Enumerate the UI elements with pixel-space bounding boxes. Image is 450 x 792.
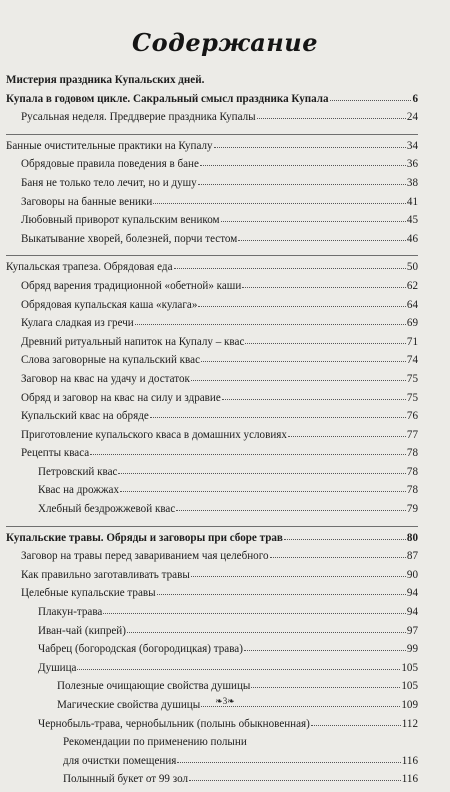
toc-entry-title: Обряд и заговор на квас на силу и здравие <box>21 391 221 404</box>
toc-entry[interactable] <box>6 111 418 130</box>
dot-leader <box>214 146 406 148</box>
toc-entry-title: Русальная неделя. Преддверие праздника Купалы <box>21 111 256 124</box>
toc-entry-title: Чернобыль-трава, чернобыльник (полынь обыкновенная) <box>38 717 310 730</box>
toc-entry-title: Заговор на травы перед завариванием чая целебного <box>21 550 269 563</box>
toc-page-number: 69 <box>406 317 418 330</box>
toc-entry-title: Плакун-трава <box>38 606 103 619</box>
toc-entry[interactable] <box>6 429 418 448</box>
toc-entry[interactable] <box>6 503 418 522</box>
toc-entry[interactable] <box>6 177 418 196</box>
toc-page-number: 75 <box>406 372 418 385</box>
toc-entry-title: Любовный приворот купальским веником <box>21 214 220 227</box>
dot-leader <box>221 220 406 222</box>
toc-entry[interactable] <box>6 336 418 355</box>
dot-leader <box>251 686 400 688</box>
toc-page-number: 45 <box>406 214 418 227</box>
toc-page-number: 34 <box>406 139 418 152</box>
dot-leader <box>176 509 406 511</box>
dot-leader <box>174 267 406 269</box>
toc-page-number: 71 <box>406 335 418 348</box>
toc-entry[interactable] <box>6 643 418 662</box>
toc-entry-title: Древний ритуальный напиток на Купалу – квас <box>21 335 245 348</box>
dot-leader <box>135 323 406 325</box>
dot-leader <box>118 472 405 474</box>
toc-page-number: 116 <box>401 754 418 767</box>
toc-page-number: 6 <box>412 92 418 105</box>
dot-leader <box>177 761 400 763</box>
dot-leader <box>198 305 406 307</box>
dot-leader <box>288 435 406 437</box>
toc-entry-title: Магические свойства душицы <box>57 699 201 711</box>
table-of-contents <box>6 74 418 792</box>
toc-page-number: 75 <box>406 391 418 404</box>
toc-page-number: 116 <box>401 773 418 786</box>
toc-entry-title: Купала в годовом цикле. Сакральный смысл праздника Купала <box>6 92 329 105</box>
toc-entry[interactable] <box>6 587 418 606</box>
dot-leader <box>77 668 400 670</box>
toc-entry[interactable] <box>6 550 418 569</box>
toc-entry-title: Кулага сладкая из гречи <box>21 317 134 330</box>
toc-page-number: 74 <box>406 354 418 367</box>
toc-entry[interactable] <box>6 447 418 466</box>
dot-leader <box>198 183 406 185</box>
dot-leader <box>244 649 406 651</box>
toc-page-number: 36 <box>406 158 418 171</box>
dot-leader <box>245 342 406 344</box>
dot-leader <box>150 416 406 418</box>
dot-leader <box>270 556 406 558</box>
toc-page-number: 112 <box>401 717 418 730</box>
toc-page-number: 38 <box>406 176 418 189</box>
toc-entry-title: Заговоры на банные веники <box>21 195 153 208</box>
toc-page-number: 78 <box>406 465 418 478</box>
dot-leader <box>103 612 406 614</box>
toc-entry[interactable] <box>6 773 418 792</box>
toc-page-number: 64 <box>406 298 418 311</box>
toc-entry[interactable] <box>6 354 418 373</box>
toc-page-number: 24 <box>406 111 418 124</box>
dot-leader <box>200 164 406 166</box>
toc-page-number: 78 <box>406 484 418 497</box>
toc-page-number: 41 <box>406 195 418 208</box>
toc-entry-title: Заговор на квас на удачу и достаток <box>21 372 190 385</box>
toc-entry-title: Душица <box>38 661 77 674</box>
dot-leader <box>127 631 406 633</box>
section-divider <box>6 526 418 527</box>
toc-page-number: 76 <box>406 410 418 423</box>
toc-entry[interactable] <box>6 532 418 551</box>
toc-page-number: 87 <box>406 550 418 563</box>
toc-entry[interactable] <box>6 214 418 233</box>
toc-entry[interactable] <box>6 718 418 737</box>
toc-entry-continued: Рекомендации по применению полыни <box>63 736 247 749</box>
toc-entry-title: Мистерия праздника Купальских дней. <box>6 74 205 86</box>
toc-page-number: 94 <box>406 606 418 619</box>
dot-leader <box>157 593 406 595</box>
dot-leader <box>90 453 406 455</box>
toc-entry-title: Приготовление купальского кваса в домашних условиях <box>21 428 287 441</box>
toc-page-number: 62 <box>406 279 418 292</box>
dot-leader <box>311 724 401 726</box>
toc-entry-title: Чабрец (богородская (богородицкая) трава) <box>38 643 243 656</box>
dot-leader <box>222 398 406 400</box>
dot-leader <box>257 117 406 119</box>
toc-page-number: 99 <box>406 643 418 656</box>
toc-page-number: 80 <box>406 531 418 544</box>
toc-entry[interactable] <box>6 625 418 644</box>
toc-entry-title: Обряд варения традиционной «обетной» каши <box>21 279 242 292</box>
page-title: Содержание <box>132 28 318 57</box>
toc-entry[interactable] <box>6 93 418 112</box>
toc-entry-title: для очистки помещения <box>63 754 177 767</box>
dot-leader <box>191 575 406 577</box>
toc-entry-title: Баня не только тело лечит, но и душу <box>21 176 197 189</box>
toc-entry-title: Купальские травы. Обряды и заговоры при сборе трав <box>6 531 283 544</box>
toc-entry[interactable] <box>6 74 418 93</box>
toc-entry-title: Целебные купальские травы <box>21 587 156 600</box>
dot-leader <box>201 360 406 362</box>
toc-entry[interactable] <box>6 606 418 625</box>
dot-leader <box>120 490 406 492</box>
toc-entry[interactable] <box>6 140 418 159</box>
toc-entry-title: Купальский квас на обряде <box>21 410 149 423</box>
toc-entry[interactable] <box>6 233 418 252</box>
page-number: ❧3❧ <box>215 696 235 706</box>
toc-page-number: 94 <box>406 587 418 600</box>
toc-entry[interactable] <box>6 196 418 215</box>
toc-entry[interactable] <box>6 410 418 429</box>
dot-leader <box>284 538 406 540</box>
toc-page-number: 105 <box>401 680 418 693</box>
toc-page-number: 79 <box>406 503 418 516</box>
dot-leader <box>153 202 406 204</box>
dot-leader <box>189 779 401 781</box>
toc-entry-title: Купальская трапеза. Обрядовая еда <box>6 261 173 274</box>
toc-entry-title: Выкатывание хворей, болезней, порчи тестом <box>21 232 238 245</box>
dot-leader <box>238 239 406 241</box>
toc-page-number: 50 <box>406 261 418 274</box>
toc-entry[interactable] <box>6 280 418 299</box>
section-divider <box>6 255 418 256</box>
toc-entry-title: Полынный букет от 99 зол <box>63 773 189 786</box>
toc-entry-title: Банные очистительные практики на Купалу <box>6 139 213 152</box>
toc-entry[interactable] <box>6 317 418 336</box>
toc-page-number: 105 <box>401 661 418 674</box>
toc-entry-title: Обрядовые правила поведения в бане <box>21 158 199 171</box>
toc-entry[interactable] <box>6 261 418 280</box>
toc-page-number: 78 <box>406 447 418 460</box>
toc-page-number: 109 <box>401 699 418 711</box>
toc-entry[interactable] <box>6 484 418 503</box>
dot-leader <box>242 286 406 288</box>
toc-entry[interactable] <box>6 158 418 177</box>
dot-leader <box>191 379 406 381</box>
toc-entry-title: Как правильно заготавливать травы <box>21 568 190 581</box>
toc-entry[interactable] <box>6 466 418 485</box>
toc-entry-title: Петровский квас <box>38 465 118 478</box>
toc-page-number: 46 <box>406 232 418 245</box>
toc-entry[interactable] <box>6 373 418 392</box>
dot-leader <box>330 99 412 101</box>
toc-entry[interactable] <box>6 662 418 681</box>
toc-entry[interactable] <box>6 755 418 774</box>
toc-entry-title: Полезные очищающие свойства душицы <box>57 680 251 693</box>
toc-page-number: 97 <box>406 624 418 637</box>
toc-entry[interactable] <box>6 569 418 588</box>
toc-entry[interactable] <box>6 392 418 411</box>
toc-entry-title: Обрядовая купальская каша «кулага» <box>21 298 198 311</box>
toc-entry-title: Квас на дрожжах <box>38 484 120 497</box>
toc-entry[interactable] <box>6 299 418 318</box>
section-divider <box>6 134 418 135</box>
toc-entry-title: Иван-чай (кипрей) <box>38 624 126 637</box>
toc-page-number: 90 <box>406 568 418 581</box>
toc-page-number: 77 <box>406 428 418 441</box>
toc-entry-title: Хлебный бездрожжевой квас <box>38 503 176 516</box>
toc-entry-title: Слова заговорные на купальский квас <box>21 354 201 367</box>
toc-entry-title: Рецепты кваса <box>21 447 90 460</box>
